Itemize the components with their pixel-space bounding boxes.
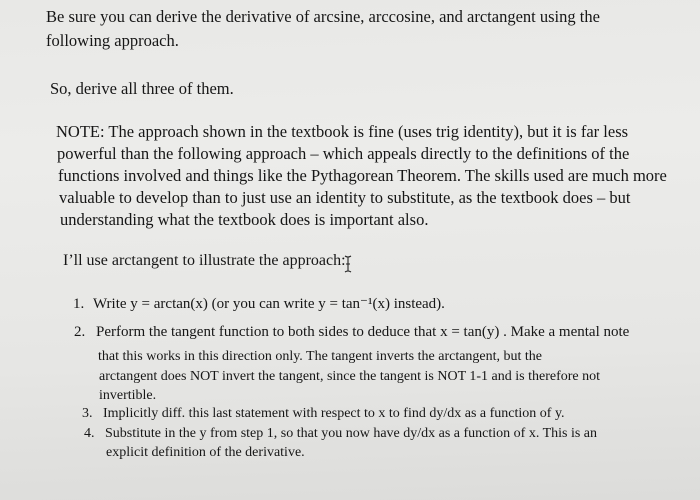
step-2-line-1: Perform the tangent function to both sides to deduce that x = tan(y) . Make a mental note: [96, 324, 630, 340]
step-4-number: 4.: [84, 426, 95, 441]
note-line-2: powerful than the following approach – which appeals directly to the definitions of the: [57, 144, 630, 163]
note-line-3: functions involved and things like the Pythagorean Theorem. The skills used are much more: [58, 166, 667, 185]
illustrate-text: I’ll use arctangent to illustrate the approach:: [63, 252, 346, 269]
step-1-number: 1.: [73, 296, 85, 312]
note-line-5: understanding what the textbook does is important also.: [60, 210, 429, 229]
step-3-number: 3.: [82, 406, 93, 421]
step-4-line-2: explicit definition of the derivative.: [106, 445, 305, 460]
text-cursor-icon: [343, 255, 353, 273]
step-2-number: 2.: [74, 324, 86, 340]
note-line-4: valuable to develop than to just use an identity to substitute, as the textbook does – but: [59, 188, 631, 207]
step-4-line-1: Substitute in the y from step 1, so that you now have dy/dx as a function of x. This is an: [105, 426, 598, 441]
step-2-line-4: invertible.: [99, 388, 157, 403]
intro-line-2: following approach.: [46, 31, 179, 50]
step-2-line-2: that this works in this direction only. The tangent inverts the arctangent, but the: [98, 349, 543, 364]
intro-line-1: Be sure you can derive the derivative of arcsine, arccosine, and arctangent using the: [46, 7, 600, 26]
note-line-1: NOTE: The approach shown in the textbook is fine (uses trig identity), but it is far less: [56, 122, 629, 141]
instruction-text: So, derive all three of them.: [50, 79, 234, 98]
step-3-line-1: Implicitly diff. this last statement with respect to x to find dy/dx as a function of y.: [103, 406, 565, 421]
step-1-line-1: Write y = arctan(x) (or you can write y = tan⁻¹(x) instead).: [93, 296, 445, 312]
step-2-line-3: arctangent does NOT invert the tangent, since the tangent is NOT 1-1 and is therefore not: [99, 369, 600, 384]
